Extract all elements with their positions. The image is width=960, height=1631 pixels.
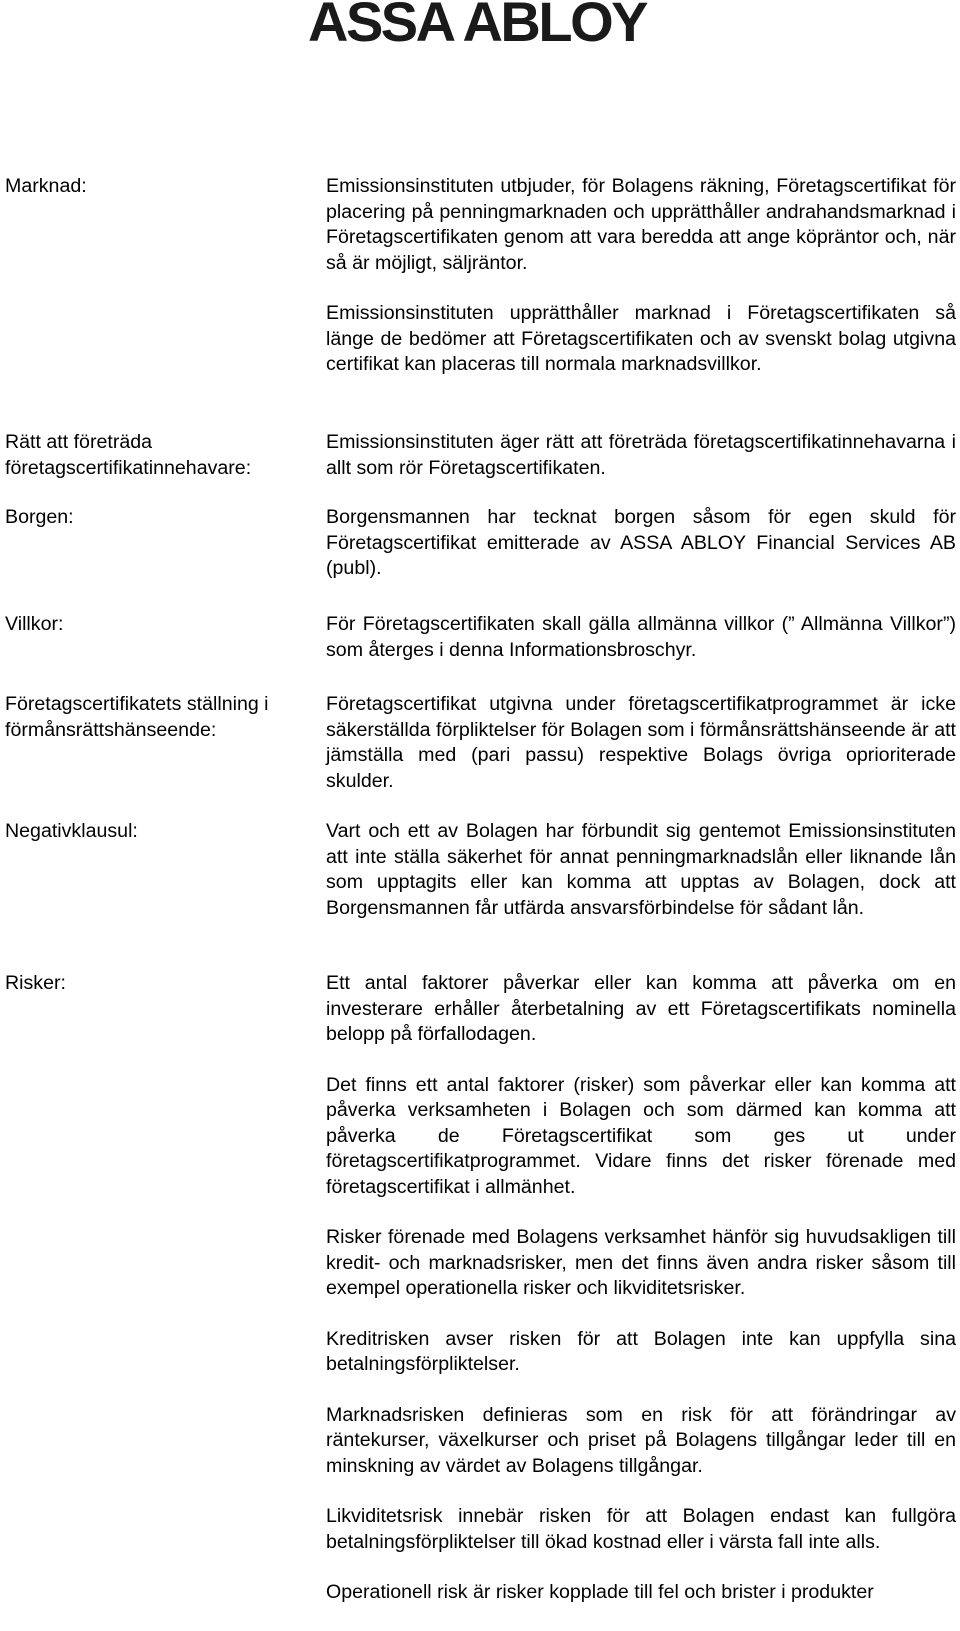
section-content bbox=[326, 692, 956, 794]
section-label: Företagscertifikatets ställning i förmånsrättshänseende: bbox=[5, 693, 269, 741]
paragraph: Det finns ett antal faktorer (risker) som påverkar eller kan komma att påverka verksamheten i Bolagen och som därmed kan komma att påverka de Företagscertifikat som ges ut under företagscertifikatprogrammet. Vidare finns det risker förenade med företagscertifikat i allmänhet. bbox=[326, 1073, 956, 1198]
paragraph: Likviditetsrisk innebär risken för att Bolagen endast kan fullgöra betalningsförpliktelser till ökad kostnad eller i värsta fall inte alls. bbox=[326, 1505, 956, 1553]
section-content bbox=[326, 505, 956, 582]
section-label: Villkor: bbox=[5, 613, 64, 635]
paragraph: För Företagscertifikaten skall gälla allmänna villkor (” Allmänna Villkor”) som återges i denna Informationsbroschyr. bbox=[326, 613, 956, 661]
section-label: Rätt att företräda företagscertifikatinnehavare: bbox=[5, 431, 252, 479]
section-label: Negativklausul: bbox=[5, 820, 138, 842]
section-content bbox=[326, 430, 956, 481]
section-label: Risker: bbox=[5, 972, 66, 994]
section-content bbox=[326, 971, 956, 1606]
paragraph: Kreditrisken avser risken för att Bolagen inte kan uppfylla sina betalningsförpliktelser. bbox=[326, 1327, 956, 1375]
paragraph: Borgensmannen har tecknat borgen såsom för egen skuld för Företagscertifikat emitterade av ASSA ABLOY Financial Services AB (publ). bbox=[326, 506, 956, 579]
section-label: Marknad: bbox=[5, 175, 87, 197]
paragraph: Ett antal faktorer påverkar eller kan komma att påverka om en investerare erhåller återbetalning av ett Företagscertifikats nominella belopp på förfallodagen. bbox=[326, 972, 956, 1045]
paragraph: Emissionsinstituten utbjuder, för Bolagens räkning, Företagscertifikat för placering på penningmarknaden och upprätthåller andrahandsmarknad i Företagscertifikaten genom att vara beredda att ange köpräntor och, när så är möjligt, säljräntor. bbox=[326, 175, 956, 274]
paragraph: Marknadsrisken definieras som en risk för att förändringar av räntekurser, växelkurser och priset på Bolagens tillgångar leder till en minskning av värdet av Bolagens tillgångar. bbox=[326, 1403, 956, 1477]
paragraph: Emissionsinstituten äger rätt att företräda företagscertifikatinnehavarna i allt som rör Företagscertifikaten. bbox=[326, 431, 956, 479]
paragraph: Vart och ett av Bolagen har förbundit sig gentemot Emissionsinstituten att inte ställa säkerhet för annat penningmarknadslån eller liknande lån som upptagits eller kan komma att upptas av Bolagen, dock att Borgensmannen får utfärda ansvarsförbindelse för sådant lån. bbox=[326, 820, 956, 919]
section-content bbox=[326, 612, 956, 663]
paragraph: Emissionsinstituten upprätthåller marknad i Företagscertifikaten så länge de bedömer att Företagscertifikaten och av svenskt bolag utgivna certifikat kan placeras till normala marknadsvillkor. bbox=[326, 302, 956, 375]
paragraph: Företagscertifikat utgivna under företagscertifikatprogrammet är icke säkerställda förpliktelser för Bolagen som i förmånsrättshänseende är att jämställa med (pari passu) respektive Bolags övriga oprioriterade skulder. bbox=[326, 693, 956, 792]
company-logo: ASSA ABLOY bbox=[308, 0, 646, 53]
paragraph: Risker förenade med Bolagens verksamhet hänför sig huvudsakligen till kredit- och marknadsrisker, men det finns även andra risker såsom till exempel operationella risker och likviditetsrisker. bbox=[326, 1226, 956, 1299]
section-label: Borgen: bbox=[5, 506, 74, 528]
section-content bbox=[326, 174, 956, 378]
section-content bbox=[326, 819, 956, 921]
paragraph: Operationell risk är risker kopplade till fel och brister i produkter bbox=[326, 1581, 874, 1603]
